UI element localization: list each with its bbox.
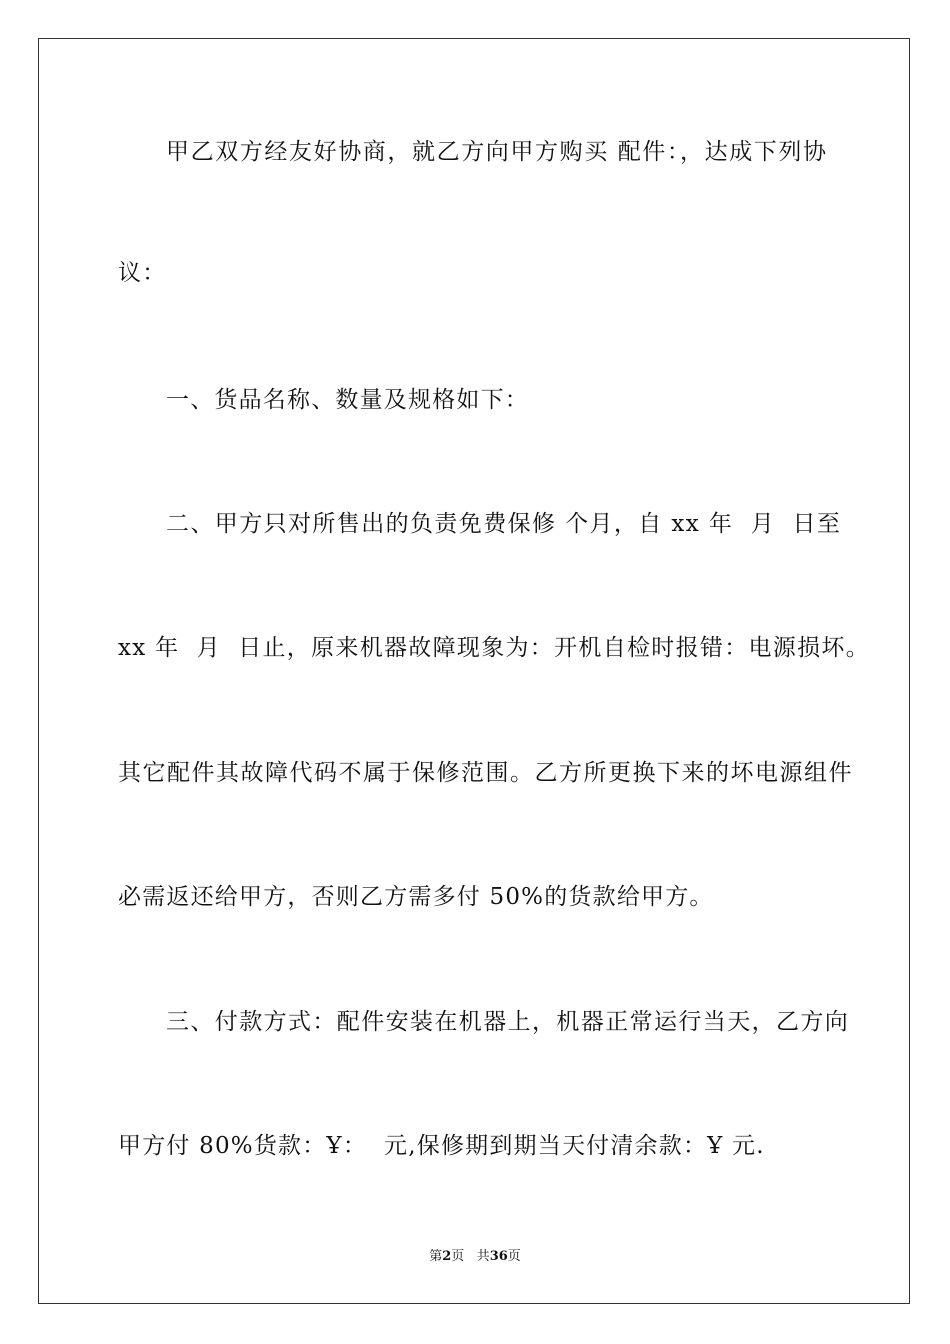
footer-page-prefix: 第: [429, 1249, 443, 1264]
paragraph-line: 甲乙双方经友好协商，就乙方向甲方购买 配件：，达成下列协: [166, 139, 828, 165]
footer-page-suffix: 页: [451, 1249, 465, 1264]
footer-page-number: 2: [442, 1249, 452, 1264]
page-frame: [38, 38, 910, 1304]
section-heading-1: 一、货品名称、数量及规格如下：: [166, 387, 529, 413]
section-3-line: 三、付款方式：配件安装在机器上，机器正常运行当天，乙方向: [166, 1009, 850, 1035]
footer-total-pages: 36: [489, 1249, 508, 1264]
footer-total-suffix: 页: [507, 1249, 521, 1264]
section-2-line: 二、甲方只对所售出的负责免费保修 个月，自 xx 年 月 日至: [166, 511, 842, 537]
section-3-line: 甲方付 80%货款：Ұ： 元,保修期到期当天付清余款：Ұ 元.: [118, 1133, 765, 1159]
paragraph-line: 议：: [118, 260, 167, 286]
section-2-line: 必需返还给甲方，否则乙方需多付 50%的货款给甲方。: [118, 884, 714, 910]
section-2-line: xx 年 月 日止，原来机器故障现象为：开机自检时报错：电源损坏。: [118, 635, 870, 661]
section-2-line: 其它配件其故障代码不属于保修范围。乙方所更换下来的坏电源组件: [118, 760, 853, 786]
page-footer: [0, 1248, 950, 1266]
footer-total-prefix: 共: [476, 1249, 490, 1264]
